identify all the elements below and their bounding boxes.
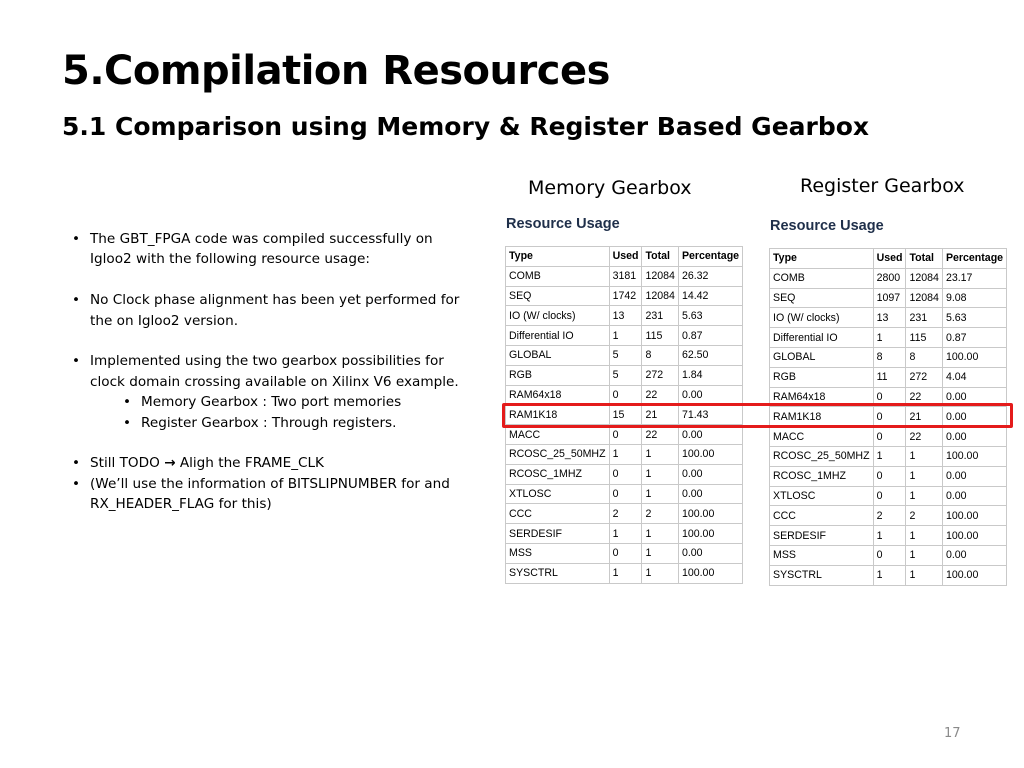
table-cell: MSS: [506, 543, 610, 563]
table-cell: 22: [642, 385, 678, 405]
table-row: [506, 464, 743, 484]
table-cell: 0.00: [942, 387, 1006, 407]
table-cell: RCOSC_1MHZ: [506, 464, 610, 484]
table-cell: 12084: [906, 268, 942, 288]
table-cell: 13: [609, 306, 642, 326]
table-cell: 2800: [873, 268, 906, 288]
table-cell: 0.87: [942, 328, 1006, 348]
table-row: [770, 466, 1007, 486]
table-cell: 1: [873, 526, 906, 546]
table-cell: 9.08: [942, 288, 1006, 308]
table-cell: CCC: [506, 504, 610, 524]
table-cell: 1: [906, 446, 942, 466]
table-row: [770, 328, 1007, 348]
table-cell: SEQ: [770, 288, 874, 308]
table-cell: 5.63: [942, 308, 1006, 328]
table-row: [506, 365, 743, 385]
column-header: Percentage: [678, 247, 742, 267]
table-cell: 0: [609, 425, 642, 445]
table-cell: 0.00: [678, 464, 742, 484]
ram1k18-highlight-box: [502, 403, 1013, 428]
column-header: Used: [609, 247, 642, 267]
table-cell: RCOSC_1MHZ: [770, 466, 874, 486]
table-cell: 1: [642, 543, 678, 563]
table-cell: 14.42: [678, 286, 742, 306]
table-cell: MACC: [506, 425, 610, 445]
table-cell: 0: [873, 407, 906, 427]
table-cell: SEQ: [506, 286, 610, 306]
table-row: [770, 427, 1007, 447]
bullet-item: • (We’ll use the information of BITSLIPNUMBER for and RX_HEADER_FLAG for this): [72, 474, 472, 515]
table-row: [770, 486, 1007, 506]
table-cell: 0: [609, 464, 642, 484]
table-cell: IO (W/ clocks): [506, 306, 610, 326]
table-cell: RGB: [770, 367, 874, 387]
table-row: [506, 385, 743, 405]
table-row: [506, 504, 743, 524]
table-cell: XTLOSC: [506, 484, 610, 504]
sub-bullet-item: • Memory Gearbox : Two port memories: [72, 392, 472, 412]
sub-bullet-item: • Register Gearbox : Through registers.: [72, 413, 472, 433]
table-cell: 1: [642, 524, 678, 544]
page-number: 17: [944, 726, 961, 741]
table-cell: 100.00: [942, 526, 1006, 546]
table-cell: RCOSC_25_50MHZ: [770, 446, 874, 466]
table-header-row: [506, 247, 743, 267]
table-cell: 1: [609, 524, 642, 544]
table-cell: 1: [906, 545, 942, 565]
table-cell: 5.63: [678, 306, 742, 326]
table-cell: 1: [873, 328, 906, 348]
table-cell: 8: [642, 345, 678, 365]
table-cell: 12084: [642, 266, 678, 286]
table-cell: 3181: [609, 266, 642, 286]
table-row: [506, 286, 743, 306]
memory-gearbox-caption: Memory Gearbox: [528, 177, 692, 199]
table-row: [770, 308, 1007, 328]
bullet-item: • Implemented using the two gearbox possibilities for clock domain crossing available on Xilinx V6 example.: [72, 351, 472, 392]
table-cell: 0.00: [942, 545, 1006, 565]
column-header: Percentage: [942, 249, 1006, 269]
table-cell: 0.00: [678, 543, 742, 563]
register-gearbox-caption: Register Gearbox: [800, 175, 965, 197]
table-cell: RCOSC_25_50MHZ: [506, 444, 610, 464]
table-cell: Differential IO: [506, 326, 610, 346]
table-cell: RAM64x18: [506, 385, 610, 405]
column-header: Used: [873, 249, 906, 269]
table-cell: 1: [642, 444, 678, 464]
table-cell: 0.00: [678, 425, 742, 445]
table-cell: 21: [906, 407, 942, 427]
table-cell: 100.00: [942, 506, 1006, 526]
column-header: Total: [642, 247, 678, 267]
table-cell: 1: [906, 526, 942, 546]
table-row: [770, 545, 1007, 565]
table-row: [506, 524, 743, 544]
table-row: [770, 347, 1007, 367]
table-cell: 100.00: [942, 347, 1006, 367]
table-cell: 1: [609, 326, 642, 346]
slide-subtitle: 5.1 Comparison using Memory & Register Based Gearbox: [62, 112, 870, 141]
table-cell: 231: [642, 306, 678, 326]
table-cell: 22: [642, 425, 678, 445]
table-cell: 8: [906, 347, 942, 367]
table-cell: RGB: [506, 365, 610, 385]
table-cell: 8: [873, 347, 906, 367]
table-cell: 231: [906, 308, 942, 328]
table-cell: MACC: [770, 427, 874, 447]
table-cell: 1742: [609, 286, 642, 306]
column-header: Type: [506, 247, 610, 267]
table-cell: 1: [609, 444, 642, 464]
table-cell: RAM1K18: [506, 405, 610, 425]
table-cell: 22: [906, 387, 942, 407]
table-cell: XTLOSC: [770, 486, 874, 506]
table-cell: SERDESIF: [506, 524, 610, 544]
table-cell: 2: [873, 506, 906, 526]
table-row: [506, 444, 743, 464]
table-cell: 0: [609, 484, 642, 504]
table-cell: 12084: [906, 288, 942, 308]
bullet-item: • No Clock phase alignment has been yet performed for the on Igloo2 version.: [72, 290, 472, 331]
table-cell: 0: [609, 385, 642, 405]
table-cell: 1: [642, 464, 678, 484]
table-cell: GLOBAL: [770, 347, 874, 367]
table-cell: 12084: [642, 286, 678, 306]
table-cell: Differential IO: [770, 328, 874, 348]
table-cell: 100.00: [678, 504, 742, 524]
table-cell: 1: [873, 446, 906, 466]
table-cell: 13: [873, 308, 906, 328]
table-cell: 100.00: [942, 446, 1006, 466]
table-row: [506, 484, 743, 504]
table-cell: 1097: [873, 288, 906, 308]
table-row: [506, 543, 743, 563]
table-cell: 272: [906, 367, 942, 387]
column-header: Type: [770, 249, 874, 269]
table-cell: CCC: [770, 506, 874, 526]
table-row: [770, 446, 1007, 466]
table-cell: 1.84: [678, 365, 742, 385]
table-cell: COMB: [506, 266, 610, 286]
table-cell: 2: [642, 504, 678, 524]
bullet-list: [72, 229, 472, 515]
table-row: [770, 526, 1007, 546]
table-cell: COMB: [770, 268, 874, 288]
table-cell: 1: [609, 563, 642, 583]
table-row: [506, 326, 743, 346]
table-cell: 1: [642, 484, 678, 504]
table-row: [770, 288, 1007, 308]
table-cell: 0: [873, 545, 906, 565]
table-row: [506, 563, 743, 583]
table-cell: 62.50: [678, 345, 742, 365]
table-cell: 0: [873, 466, 906, 486]
table-cell: 2: [609, 504, 642, 524]
table-cell: RAM64x18: [770, 387, 874, 407]
table-cell: 100.00: [678, 524, 742, 544]
register-resource-usage-title: Resource Usage: [770, 218, 884, 234]
column-header: Total: [906, 249, 942, 269]
table-cell: 22: [906, 427, 942, 447]
table-row: [506, 266, 743, 286]
table-cell: 71.43: [678, 405, 742, 425]
table-cell: 115: [906, 328, 942, 348]
table-cell: SERDESIF: [770, 526, 874, 546]
table-cell: 100.00: [678, 444, 742, 464]
todo-text: Still TODO: [90, 455, 165, 472]
table-cell: 0.00: [942, 466, 1006, 486]
table-cell: GLOBAL: [506, 345, 610, 365]
table-cell: SYSCTRL: [506, 563, 610, 583]
table-cell: SYSCTRL: [770, 565, 874, 585]
table-cell: 15: [609, 405, 642, 425]
table-row: [770, 506, 1007, 526]
table-cell: 0.00: [678, 484, 742, 504]
table-cell: 0.00: [678, 385, 742, 405]
table-cell: 1: [873, 565, 906, 585]
table-cell: 0.87: [678, 326, 742, 346]
table-cell: 0.00: [942, 427, 1006, 447]
table-cell: 0.00: [942, 486, 1006, 506]
table-cell: 2: [906, 506, 942, 526]
table-cell: MSS: [770, 545, 874, 565]
table-cell: 26.32: [678, 266, 742, 286]
table-header-row: [770, 249, 1007, 269]
table-cell: IO (W/ clocks): [770, 308, 874, 328]
table-cell: 272: [642, 365, 678, 385]
table-cell: 5: [609, 365, 642, 385]
table-cell: 100.00: [678, 563, 742, 583]
table-row: [770, 268, 1007, 288]
slide-title: 5.Compilation Resources: [62, 48, 610, 94]
table-cell: 23.17: [942, 268, 1006, 288]
table-cell: 0: [873, 486, 906, 506]
table-cell: 1: [906, 486, 942, 506]
table-cell: 115: [642, 326, 678, 346]
table-cell: 1: [642, 563, 678, 583]
bullet-item: [72, 453, 472, 473]
bullet-item: • The GBT_FPGA code was compiled successfully on Igloo2 with the following resource usage:: [72, 229, 472, 270]
table-cell: 0.00: [942, 407, 1006, 427]
table-cell: 1: [906, 565, 942, 585]
table-cell: 0: [609, 543, 642, 563]
table-row: [770, 565, 1007, 585]
table-cell: 21: [642, 405, 678, 425]
table-row: [770, 367, 1007, 387]
table-row: [506, 345, 743, 365]
table-row: [506, 306, 743, 326]
table-cell: 100.00: [942, 565, 1006, 585]
table-cell: 5: [609, 345, 642, 365]
todo-text-rest: Aligh the FRAME_CLK: [175, 455, 324, 472]
table-cell: 0: [873, 387, 906, 407]
memory-resource-usage-title: Resource Usage: [506, 216, 620, 232]
table-cell: 4.04: [942, 367, 1006, 387]
table-cell: 0: [873, 427, 906, 447]
arrow-right-icon: →: [164, 455, 176, 472]
table-cell: 11: [873, 367, 906, 387]
table-cell: RAM1K18: [770, 407, 874, 427]
table-cell: 1: [906, 466, 942, 486]
